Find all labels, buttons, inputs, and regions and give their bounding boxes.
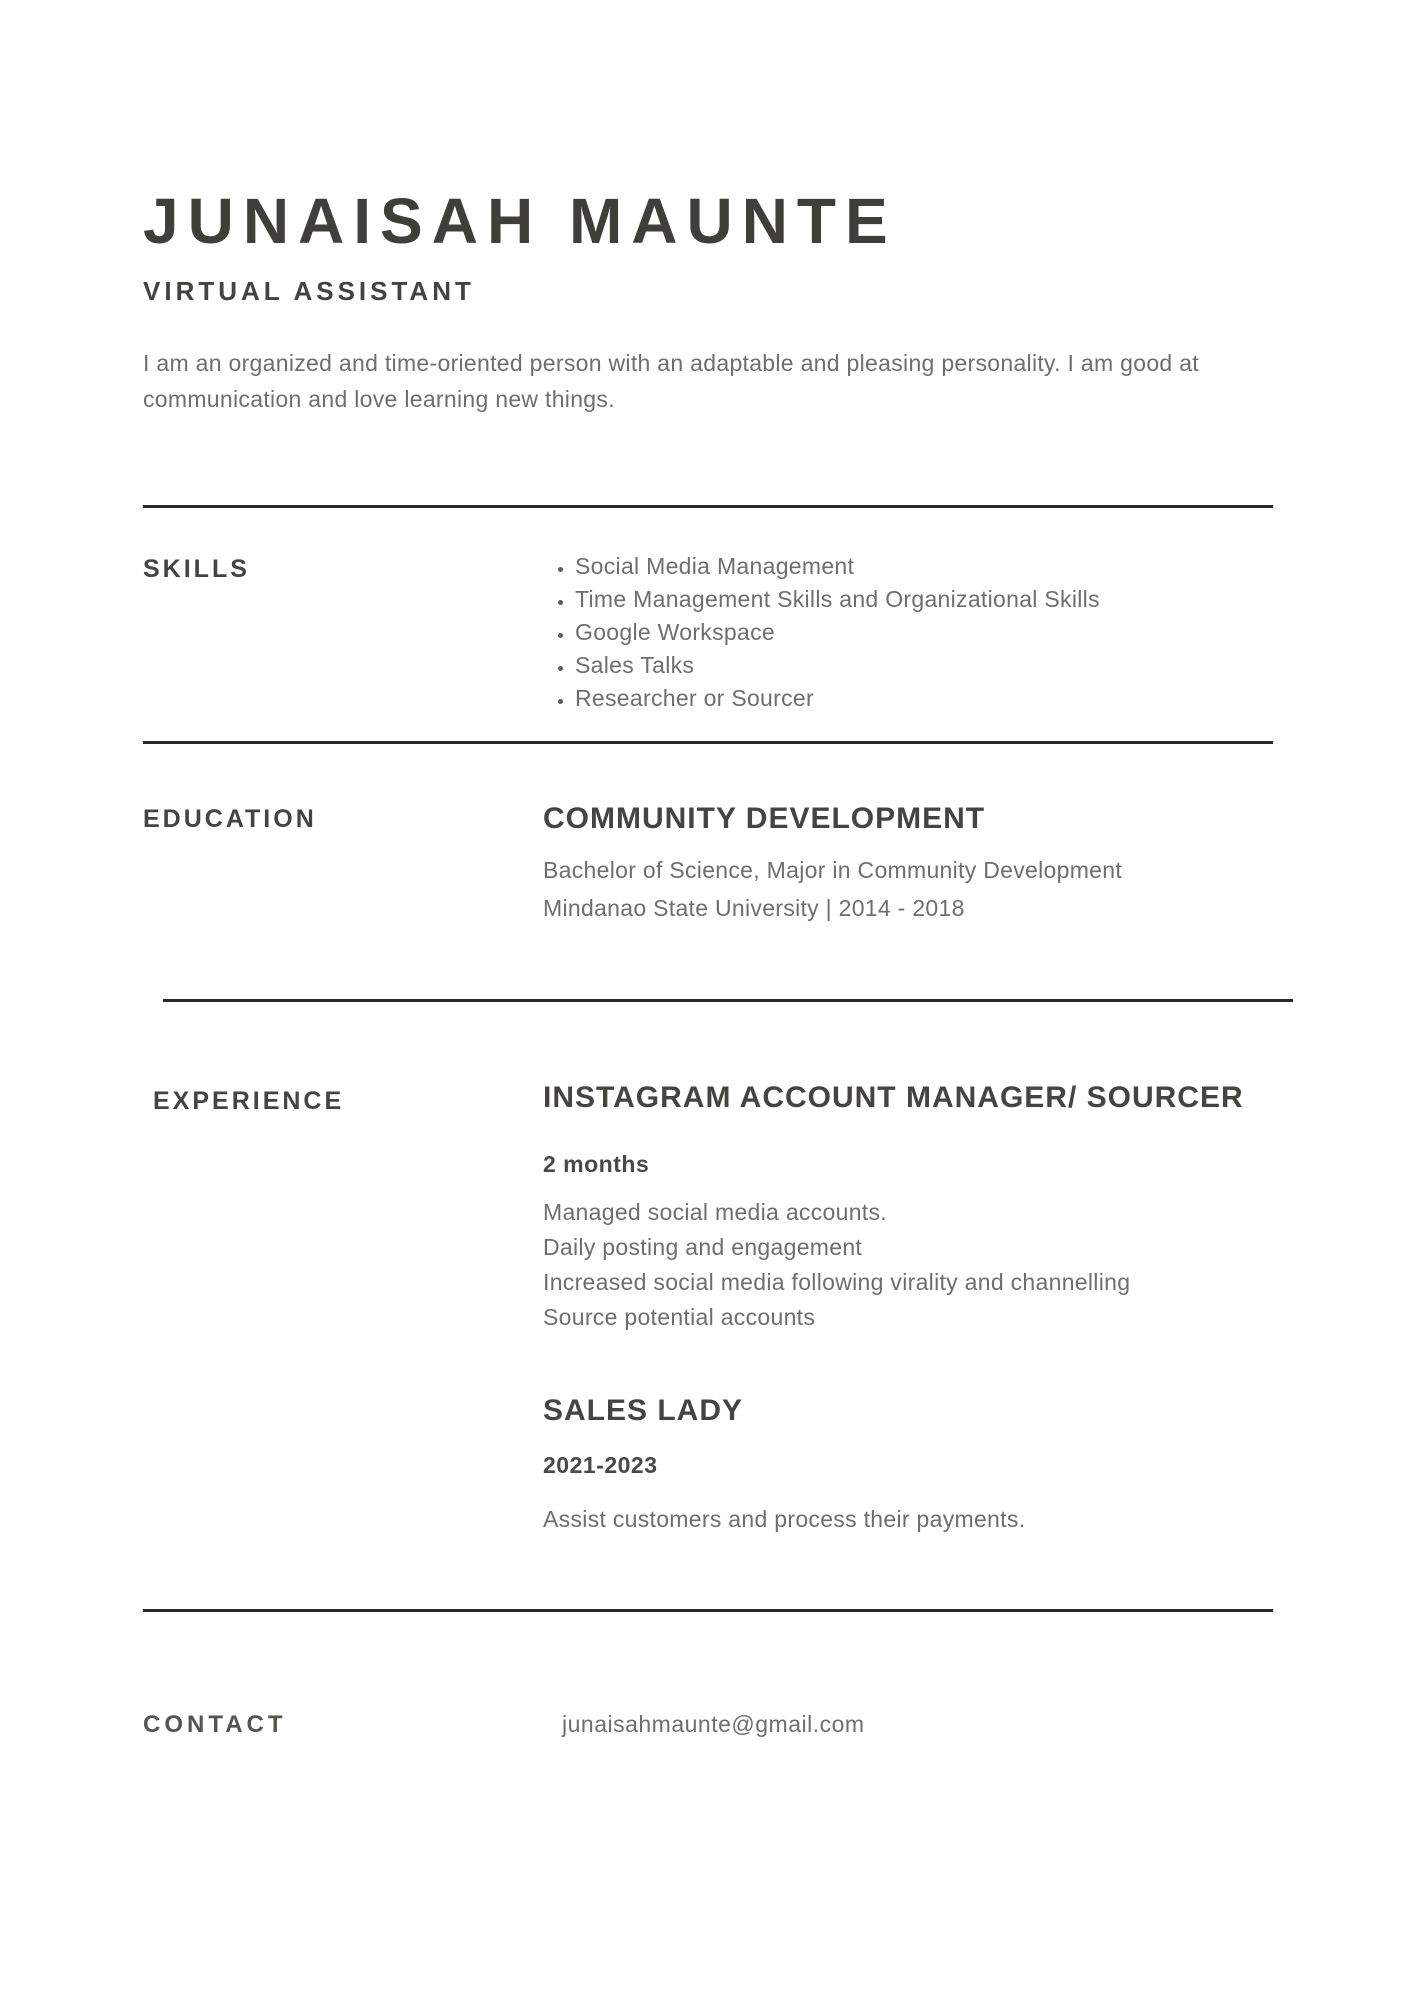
education-degree: Bachelor of Science, Major in Community Development [543,857,1123,883]
contact-section-label: CONTACT [143,1711,287,1738]
skill-item: • Google Workspace [575,616,1100,649]
job-detail-line: Source potential accounts [543,1304,816,1330]
profile-summary: I am an organized and time-oriented person with an adaptable and pleasing personality. I am good at communication and love learning new things. [143,350,1199,412]
experience-job [543,1080,1244,1335]
section-divider [163,999,1293,1002]
skills-section-label: SKILLS [143,555,250,583]
job-details [543,1502,1244,1537]
section-divider [143,1609,1273,1612]
section-divider [143,505,1273,508]
job-duration: 2021-2023 [543,1452,658,1478]
education-school-years: Mindanao State University | 2014 - 2018 [543,895,965,921]
person-role: VIRTUAL ASSISTANT [143,275,475,306]
education-section-label: EDUCATION [143,805,317,833]
skills-list [543,550,1100,715]
job-title: SALES LADY [543,1394,744,1427]
experience-job [543,1393,1244,1537]
job-title: INSTAGRAM ACCOUNT MANAGER/ SOURCER [543,1081,1244,1114]
job-duration: 2 months [543,1151,650,1177]
skill-item: • Sales Talks [575,649,1100,682]
experience-entries [543,1080,1244,1537]
job-detail-line: Managed social media accounts. [543,1199,887,1225]
job-detail-line: Daily posting and engagement [543,1234,863,1260]
section-divider [143,741,1273,744]
job-detail-line: Increased social media following virality and channelling [543,1269,1131,1295]
skill-item: • Social Media Management [575,550,1100,583]
job-details [543,1195,1244,1335]
skill-item: • Time Management Skills and Organizational Skills [575,583,1100,616]
contact-email: junaisahmaunte@gmail.com [562,1711,865,1737]
experience-section-label: EXPERIENCE [153,1087,345,1115]
education-entry [543,801,1122,927]
education-program: COMMUNITY DEVELOPMENT [543,802,986,835]
skill-item: • Researcher or Sourcer [575,682,1100,715]
person-name: JUNAISAH MAUNTE [143,184,897,257]
job-detail-line: Assist customers and process their payments. [543,1506,1026,1532]
